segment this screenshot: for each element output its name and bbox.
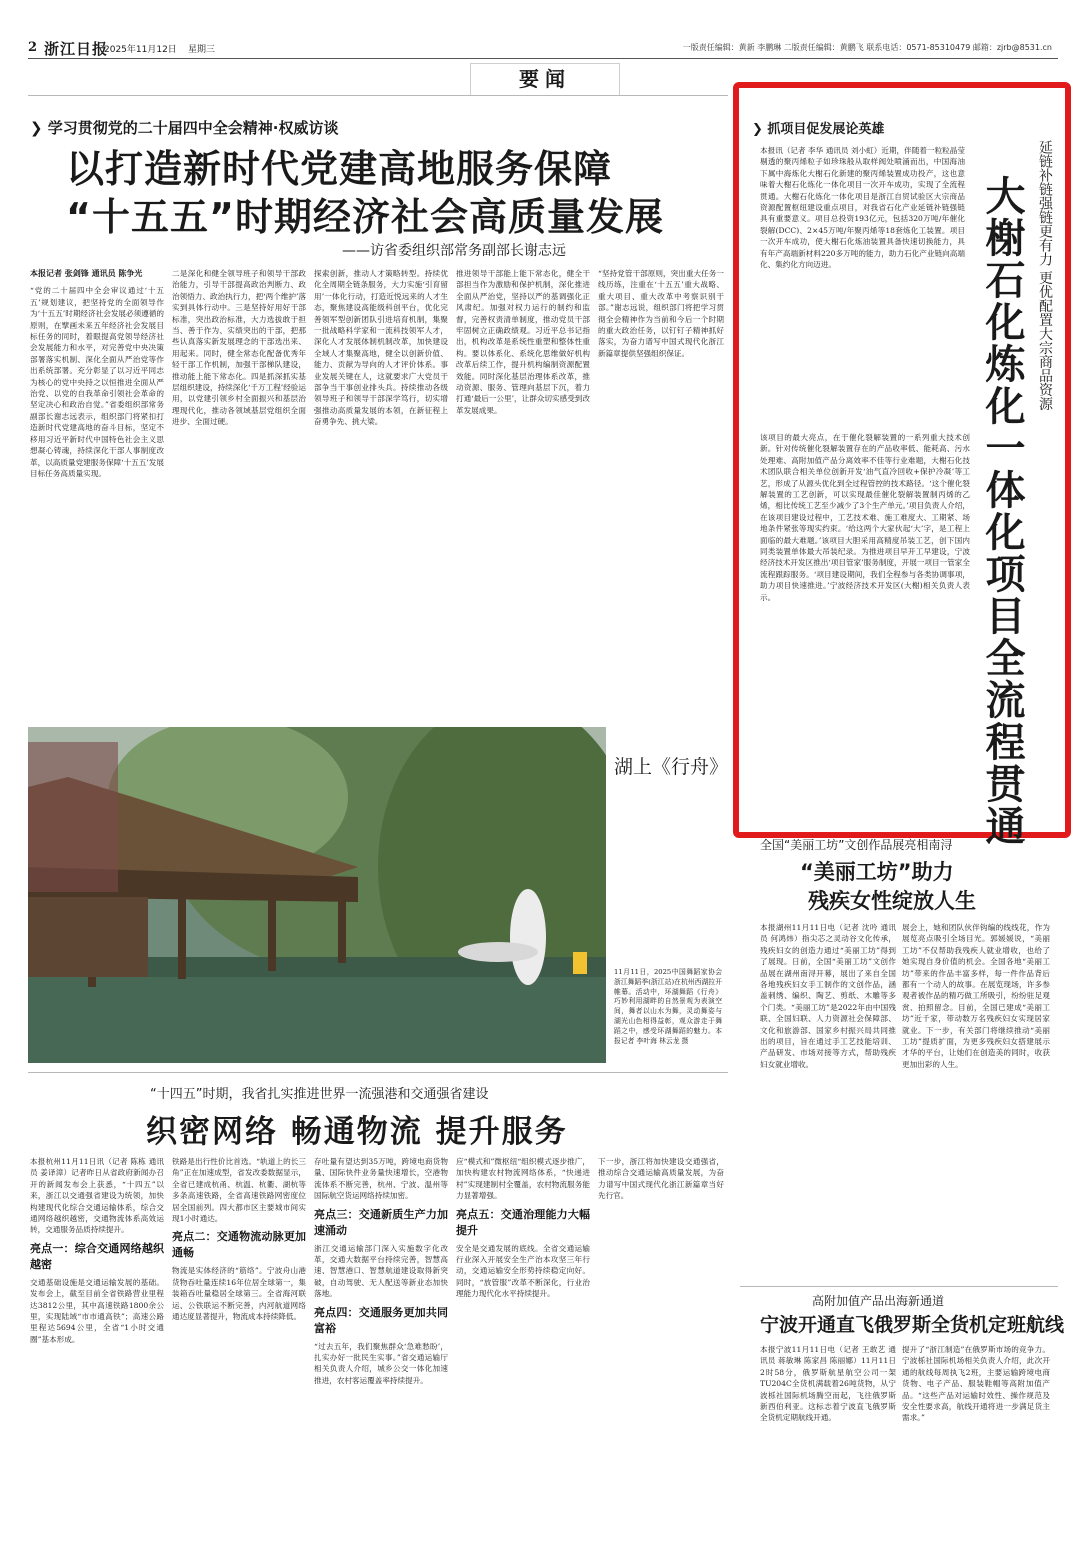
editor-info: 一版责任编辑：黄新 李鹏琳 二版责任编辑：黄鹏飞 联系电话：0571-85310479 邮箱：zjrb@8531.cn (682, 43, 1052, 52)
section-rule (28, 95, 728, 96)
transport-column-3c-text: “过去五年，我们聚焦群众‘急难愁盼’，扎实办好一批民生实事。”省交通运输厅相关负责人介绍，城乡公交一体化加速推进，农村客运覆盖率持续提升。 (314, 1341, 448, 1385)
transport-subhead-1: 亮点一：综合交通网络越织越密 (30, 1241, 164, 1271)
feature-body-bottom: 该项目的最大亮点，在于催化裂解装置的一系列重大技术创新。针对传统催化裂解装置存在的产品收率低、能耗高、污水处理难、高附加值产品分离效率不佳等行业难题，大榭石化技术团队联合相关单位创新开发‘油气直冷回收+保护冷凝’等工艺，形成了从源头优化到全过程管控的技术路径。‘这个催化裂解装置的工艺创新，可以实现最佳催化裂解装置制丙烯的乙烯，相比传统工艺至少减少了3个生产单元。’项目负责人介绍，在该项目建设过程中，工艺技术难、施工难度大、工期紧、场地条件紧张等现实约束。‘给这两个大家伙起‘大’字，是工程上面临的最大难题。’该项目大胆采用高精度吊装工艺，创下国内同类装置单体最大吊装纪录。为推进项目早开工早建设，宁波经济技术开发区推出‘项目管家’服务制度，开展一项目一管家全流程跟踪服务。‘项目建设期间，我们全程参与各类协调事项，助力项目快速推进。’宁波经济技术开发区(大榭)相关负责人表示。 (760, 433, 970, 602)
transport-column-3b-text: 浙江交通运输部门深入实施数字化改革，交通大数据平台持续完善，智慧高速、智慧港口、智慧航道建设取得新突破，自动驾驶、无人配送等新业态加快落地。 (314, 1243, 448, 1299)
transport-column-3 (314, 1156, 448, 1540)
transport-column-1 (30, 1156, 164, 1540)
lead-column-5: “坚持党管干部原则，突出重大任务一线历练，注重在‘十五五’重大战略、重大项目、重大改革中考察识别干部。”谢志远说，组织部门将把学习贯彻全会精神作为当前和今后一个时期的重大政治任务，以钉钉子精神抓好落实，为奋力谱写中国式现代化浙江新篇章提供坚强组织保证。 (598, 269, 724, 358)
photo-caption: 11月11日，2025中国舞蹈家协会浙江舞蹈季(浙江站)在杭州西湖拉开帷幕。活动中，环湖舞蹈《行舟》巧妙利用湖畔的自然景观为表演空间，舞者以山水为舞，灵动舞姿与湖光山色相得益彰，观众游走于舞蹈之中，感受环湖舞蹈的魅力。本报记者 李叶海 林云龙 摄 (614, 968, 722, 1045)
feature-body-top: 本报讯（记者 李华 通讯员 刘小虹）近期，伴随着一粒粒晶莹剔透的聚丙烯粒子如珍珠般从取样阀处喷涌而出，中国海油下属中海炼化大榭石化新建的聚丙烯装置成功投产，这也意味着大榭石化炼化一体化项目一次开车成功，实现了全流程贯通。大榭石化炼化一体化项目是浙江自贸试验区大宗商品资源配置枢纽建设重点项目，对我省石化产业延链补链强链具有重要意义。项目总投资193亿元，包括320万吨/年催化裂解(DCC)、2×45万吨/年聚丙烯等18套炼化工装置。项目一次开车成功，使大榭石化炼油装置具备快速切换能力，具有年产高端新材料220多万吨的能力，助力石化产业链向高端化、集约化方向迈进。 (760, 146, 965, 270)
cargo-headline[interactable]: 宁波开通直飞俄罗斯全货机定班航线 (760, 1314, 1065, 1336)
lead-byline: 本报记者 张剑锋 通讯员 陈争光 (30, 269, 143, 278)
transport-subhead-3: 亮点三：交通新质生产力加速涌动 (314, 1207, 448, 1237)
photo-caption-title: 湖上《行舟》 (614, 756, 729, 778)
feature-subtitle-vertical: 延链补链强链更有力 更优配置大宗商品资源 (1037, 140, 1053, 411)
lead-column-3: 探索创新，推动人才策略转型。持续优化全周期全链条服务，大力实施‘引育留用’一体化行动，打造近悦远来的人才生态，聚焦建设高能级科创平台，优化完善领军型创新团队引进培育机制，集聚一批战略科学家和一流科技领军人才，深化人才发展体制机制改革，加快建设全域人才集聚高地，健全以创新价值、能力、贡献为导向的人才评价体系。事业发展关键在人，这就要求广大党员干部争当干事创业排头兵。持续推动各级领导班子和领导干部深学笃行，切实增强推动高质量发展的本领，在新征程上奋勇争先、挑大梁。 (314, 269, 448, 427)
transport-subhead-5: 亮点五：交通治理能力大幅提升 (456, 1207, 590, 1237)
artisan-column-1: 本报湖州11月11日电（记者 沈吟 通讯员 何鸿炜）指尖芯之灵动谷文化传承，残疾妇女的创造力通过“美丽工坊”得到了展现。日前，全国“美丽工坊”文创作品展在湖州南浔开幕，展出了来自全国各地残疾妇女手工制作的文创作品，涵盖刺绣、编织、陶艺、剪纸、木雕等多个门类。“美丽工坊”是2022年由中国残联、全国妇联、人力资源社会保障部、文化和旅游部、国家乡村振兴局共同推出的项目，旨在通过手工艺技能培训、产品研发、市场对接等方式，帮助残疾妇女就业增收。 (760, 923, 896, 1069)
section-title: 要闻 (470, 63, 620, 95)
transport-column-1-text: 本报杭州11月11日讯（记者 陈栋 通讯员 姜译漳）记者昨日从省政府新闻办召开的新闻发布会上获悉，“十四五”以来，浙江以交通强省建设为统领，加快构建现代化综合交通运输体系，综合交通网络越织越密，交通物流体系高效运转，交通服务品质持续提升。 (30, 1157, 164, 1235)
lead-column-1 (30, 268, 164, 722)
chevron-right-icon: ❯ (752, 122, 768, 137)
artisan-column-2: 展会上，她和团队伙伴钩编的线线花，作为展览亮点吸引全场目光。郭媛媛说，“美丽工坊”不仅帮助我残疾人就业增收，也给了她实现自身价值的机会。全国各地“美丽工坊”带来的作品丰富多样，每一件作品背后都有一个动人的故事。在展览现场，许多参观者被作品的精巧做工所吸引，纷纷驻足观赏、拍照留念。目前，全国已建成“美丽工坊”近千家，带动数万名残疾妇女实现居家就业。下一步，有关部门将继续推动“美丽工坊”提质扩面，为更多残疾妇女搭建展示才华的平台，让她们在创造美的同时，收获更加出彩的人生。 (902, 923, 1050, 1069)
lead-column-2: 二是深化和健全领导班子和领导干部政治能力，引导干部提高政治判断力、政治领悟力、政治执行力，把‘两个维护’落实到具体行动中。三是坚持好用好干部标准，突出政治标准，大力选拔敢于担当、善于作为、实绩突出的干部，把那些认真落实新发展理念的干部选出来、用起来。同时，健全常态化配备优秀年轻干部工作机制，加强干部梯队建设，推动能上能下常态化。四是抓深抓实基层组织建设，持续深化‘千万工程’经验运用，以党建引领乡村全面振兴和基层治理现代化，推动各领域基层党组织全面进步、全面过硬。 (172, 269, 306, 427)
transport-column-4 (456, 1156, 590, 1540)
lead-headline-line1[interactable]: 以打造新时代党建高地服务保障 (66, 147, 613, 191)
feature-kicker-text: 抓项目促发展论英雄 (767, 122, 885, 137)
issue-date: 2025年11月12日 (104, 45, 177, 55)
chevron-right-icon: ❯ (30, 119, 48, 137)
transport-subhead-2: 亮点二：交通物流动脉更加通畅 (172, 1230, 306, 1260)
feature-headline-vertical[interactable]: 大榭石化炼化一体化项目全流程贯通 (979, 175, 1025, 847)
lead-kicker-text: 学习贯彻党的二十届四中全会精神·权威访谈 (47, 119, 339, 137)
transport-column-2b-text: 物流是实体经济的“筋络”。宁波舟山港货物吞吐量连续16年位居全球第一，集装箱吞吐量稳居全球第三。全省海河联运、公铁联运不断完善，内河航道网络通达度显著提升，物流成本持续降低。 (172, 1266, 306, 1322)
artisan-kicker: 全国“美丽工坊”文创作品展亮相南浔 (760, 838, 953, 852)
cargo-column-2: 提升了“浙江制造”在俄罗斯市场的竞争力。宁波栎社国际机场相关负责人介绍，此次开通的航线每周执飞2班，主要运输跨境电商货物、电子产品、服装鞋帽等高附加值产品。“这些产品对运输时效性、操作规范及安全性要求高，航线开通将进一步满足货主需求。” (902, 1345, 1050, 1423)
transport-column-3-text: 存吐量有望达到35万吨，跨境电商货物量、国际快件业务量快速增长，空港物流体系不断完善，杭州、宁波、温州等国际航空货运网络持续加密。 (314, 1157, 448, 1201)
transport-column-5: 下一步，浙江将加快建设交通强省，推动综合交通运输高质量发展，为奋力谱写中国式现代化浙江新篇章当好先行官。 (598, 1157, 724, 1201)
west-lake-dance-photo[interactable] (28, 727, 606, 1063)
lead-column-1-text: “党的二十届四中全会审议通过‘十五五’规划建议，把坚持党的全面领导作为‘十五五’时期经济社会发展必须遵循的原则，在擘画未来五年经济社会发展目标任务的同时，着眼提高党领导经济社会发展能力和水平，对完善党中央决策部署落实机制、深化全面从严治党等作出系统部署。充分彰显了以习近平同志为核心的党中央持之以恒推进全面从严治党、以党的自我革命引领社会革命的坚定决心和政治自觉。”省委组织部常务副部长谢志远表示，组织部门将紧扣打造新时代党建高地的奋斗目标，坚定不移用习近平新时代中国特色社会主义思想凝心铸魂，持续深化干部人事制度改革，以高质量党建服务保障‘十五五’发展目标任务高质量实现。 (30, 286, 164, 478)
transport-headline[interactable]: 织密网络 畅通物流 提升服务 (146, 1114, 568, 1150)
page-number: 2 (28, 40, 38, 55)
issue-weekday: 星期三 (188, 45, 216, 55)
transport-column-4b-text: 安全是交通发展的底线。全省交通运输行业深入开展安全生产治本攻坚三年行动，交通运输安全形势持续稳定向好。同时，“放管服”改革不断深化，行业治理能力现代化水平持续提升。 (456, 1243, 590, 1299)
transport-column-2-text: 铁路是出行性价比首选。“轨道上的长三角”正在加速成型，省发改委数据显示，全省已建成杭甬、杭温、杭衢、湖杭等多条高速铁路，全省高速铁路网密度位居全国前列。四大都市区主要城市间实现1小时通达。 (172, 1157, 306, 1224)
lead-kicker (30, 117, 339, 138)
transport-column-2 (172, 1156, 306, 1540)
lead-column-4: 推进领导干部能上能下常态化，健全干部担当作为激励和保护机制，深化推进全面从严治党，坚持以严的基调强化正风肃纪。加强对权力运行的制约和监督，完善权责清单制度，推动党员干部牢固树立正确政绩观。习近平总书记指出，机构改革是系统性重塑和整体性重构。要以体系化、系统化思维做好机构改革后续工作，提升机构编制资源配置效能。同时深化基层治理体系改革，推动资源、服务、管理向基层下沉，着力打通‘最后一公里’，让群众切实感受到改革发展成果。 (456, 269, 590, 415)
transport-subhead-4: 亮点四：交通服务更加共同富裕 (314, 1305, 448, 1335)
photo-illustration (28, 727, 606, 1063)
artisan-divider (740, 1286, 1058, 1287)
cargo-kicker: 高附加值产品出海新通道 (812, 1294, 945, 1308)
artisan-headline-line2[interactable]: 残疾女性绽放人生 (808, 889, 976, 913)
transport-column-1b-text: 交通基础设施是交通运输发展的基础。发布会上，截至目前全省铁路营业里程达3812公里，其中高速铁路1800余公里，实现陆域“市市通高铁”；高速公路里程达5694公里，全省“1小时交通圈”基本形成。 (30, 1277, 164, 1344)
lead-headline-line2[interactable]: “十五五”时期经济社会高质量发展 (66, 195, 664, 239)
feature-kicker (752, 118, 884, 137)
masthead-logo: 浙江日报 (44, 40, 109, 58)
transport-column-4-text: 应“模式和”微枢纽“组织模式逐步推广，加快构建农村物流网络体系，“快递进村”实现建制村全覆盖，农村物流服务能力显著增强。 (456, 1157, 590, 1201)
transport-kicker: “十四五”时期，我省扎实推进世界一流强港和交通强省建设 (150, 1087, 489, 1102)
header-rule (28, 58, 1058, 59)
artisan-headline-line1[interactable]: “美丽工坊”助力 (800, 860, 954, 884)
cargo-column-1: 本报宁波11月11日电（记者 王敢艺 通讯员 蒋敏琳 陈家昌 陈丽娜）11月11日2时58分，俄罗斯航星航空公司一架TU204C全货机满载着26吨货物，从宁波栎社国际机场腾空而起，飞往俄罗斯新西伯利亚。这标志着宁波直飞俄罗斯全货机定期航线开通。 (760, 1345, 896, 1423)
transport-top-rule (28, 1072, 728, 1073)
lead-subtitle: ——访省委组织部常务副部长谢志远 (342, 243, 566, 259)
